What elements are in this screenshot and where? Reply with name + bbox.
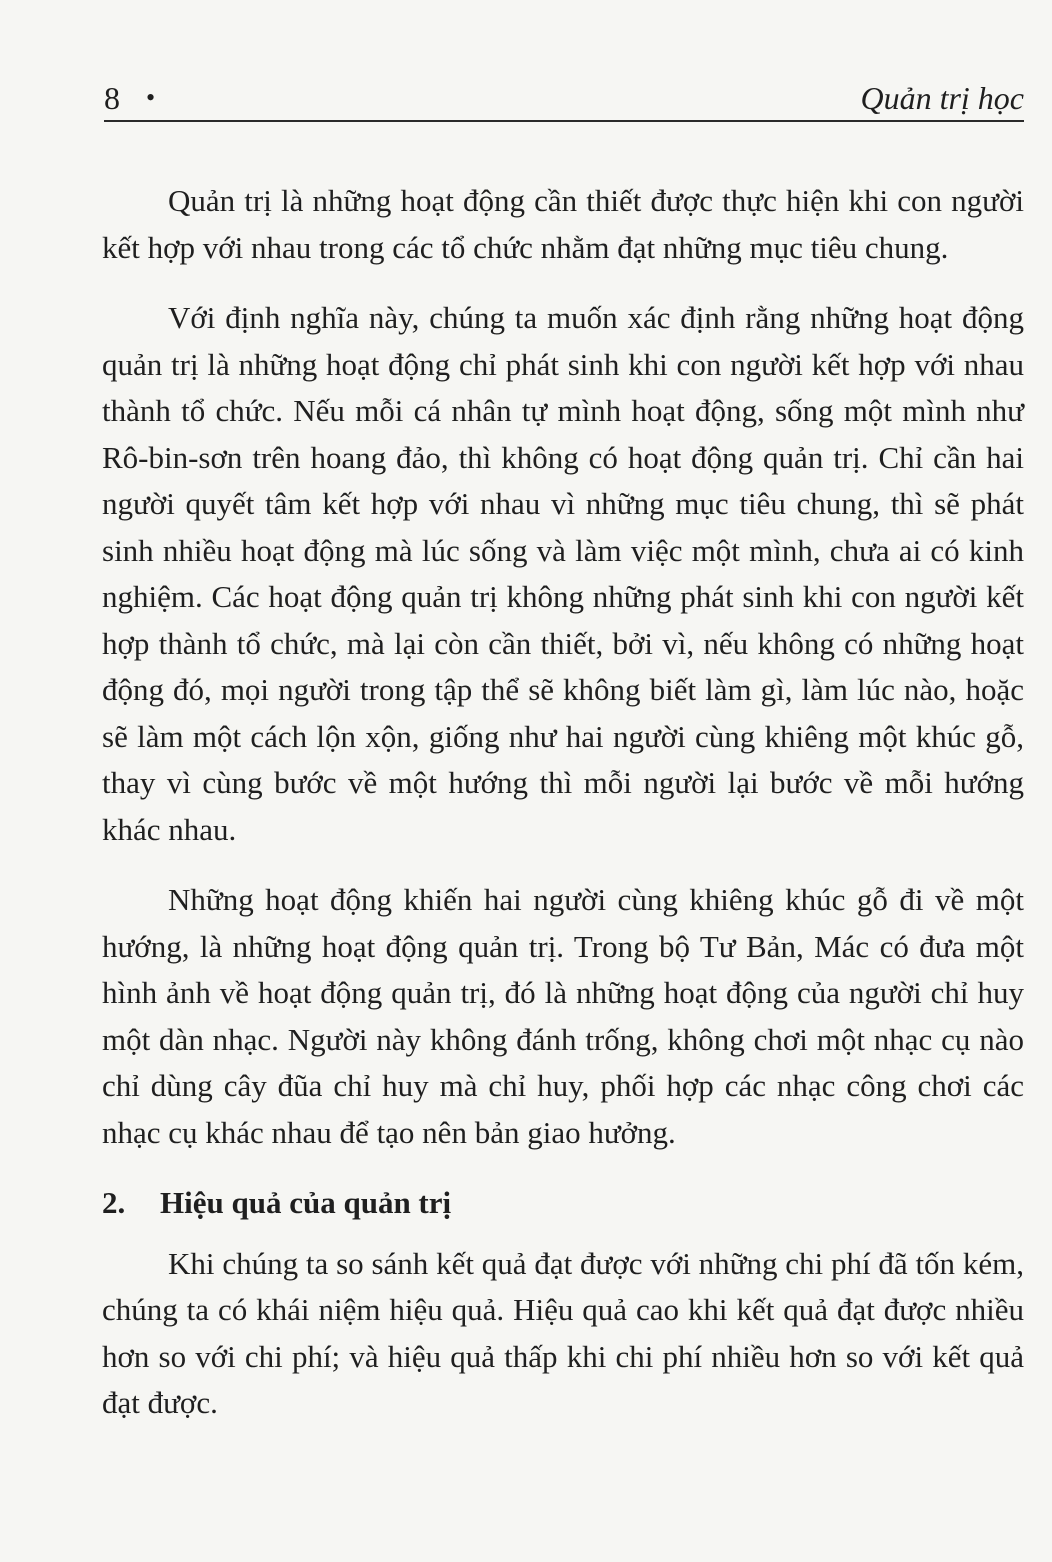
page-number: 8: [104, 80, 120, 116]
body-text: [102, 178, 1024, 1427]
paragraph-explanation: Với định nghĩa này, chúng ta muốn xác định rằng những hoạt động quản trị là những hoạt động chỉ phát sinh khi con người kết hợp với nhau thành tổ chức. Nếu mỗi cá nhân tự mình hoạt động, sống một mình như Rô-bin-sơn trên hoang đảo, thì không có hoạt động quản trị. Chỉ cần hai người quyết tâm kết hợp với nhau vì những mục tiêu chung, thì sẽ phát sinh nhiều hoạt động mà lúc sống và làm việc một mình, chưa ai có kinh nghiệm. Các hoạt động quản trị không những phát sinh khi con người kết hợp thành tổ chức, mà lại còn cần thiết, bởi vì, nếu không có những hoạt động đó, mọi người trong tập thể sẽ không biết làm gì, làm lúc nào, hoặc sẽ làm một cách lộn xộn, giống như hai người cùng khiêng một khúc gỗ, thay vì cùng bước về một hướng thì mỗi người lại bước về mỗi hướng khác nhau.: [102, 300, 1024, 847]
section-title: Hiệu quả của quản trị: [160, 1185, 452, 1220]
header-rule: [104, 120, 1024, 122]
header-bullet: •: [146, 83, 156, 112]
paragraph-definition: Quản trị là những hoạt động cần thiết được thực hiện khi con người kết hợp với nhau trong các tổ chức nhằm đạt những mục tiêu chung.: [102, 183, 1024, 265]
section-heading: [102, 1180, 1024, 1227]
paragraph-efficiency: Khi chúng ta so sánh kết quả đạt được với những chi phí đã tốn kém, chúng ta có khái niệm hiệu quả. Hiệu quả cao khi kết quả đạt được nhiều hơn so với chi phí; và hiệu quả thấp khi chi phí nhiều hơn so với kết quả đạt được.: [102, 1245, 1024, 1420]
paragraph-orchestra-example: Những hoạt động khiến hai người cùng khiêng khúc gỗ đi về một hướng, là những hoạt động quản trị. Trong bộ Tư Bản, Mác có đưa một hình ảnh về hoạt động quản trị, đó là những hoạt động của người chỉ huy một dàn nhạc. Người này không đánh trống, không chơi một nhạc cụ nào chỉ dùng cây đũa chỉ huy mà chỉ huy, phối hợp các nhạc công chơi các nhạc cụ khác nhau để tạo nên bản giao hưởng.: [102, 882, 1024, 1150]
section-number: 2.: [102, 1185, 126, 1220]
book-title: Quản trị học: [860, 80, 1024, 116]
running-header: [104, 76, 1024, 120]
